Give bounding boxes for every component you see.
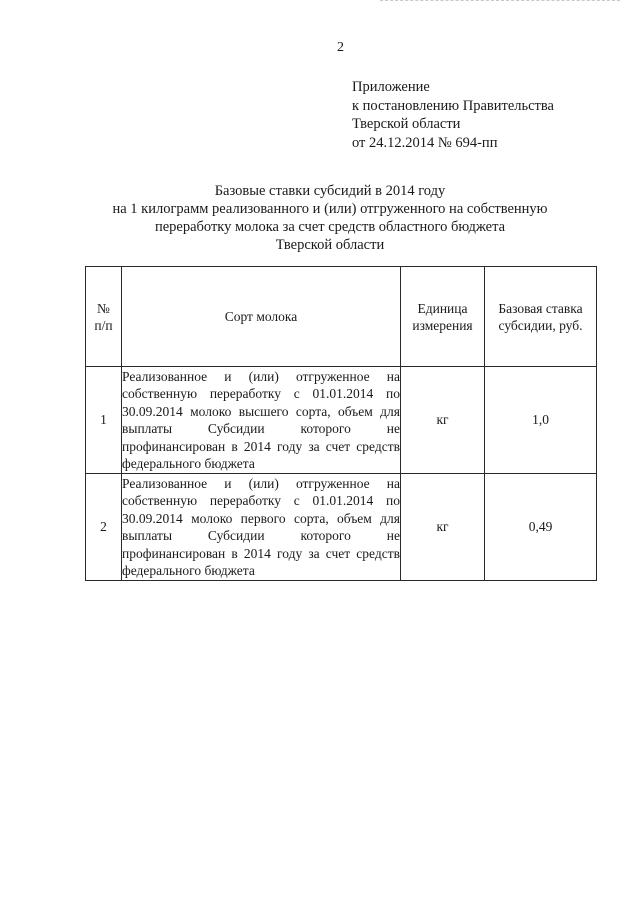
row-milk-grade: Реализованное и (или) отгруженное на собственную переработку с 01.01.2014 по 30.09.2014 молоко высшего сорта, объем для выплаты Субсидии которого не профинансирован в 2014 году за счет средств федерального бюджета <box>122 367 401 474</box>
row-number: 1 <box>86 367 122 474</box>
header-number: № п/п <box>86 267 122 367</box>
row-base-rate: 0,49 <box>485 474 597 581</box>
table-row <box>86 474 597 581</box>
row-unit: кг <box>401 367 485 474</box>
title-line: Базовые ставки субсидий в 2014 году <box>214 183 446 199</box>
header-base-rate: Базовая ставка субсидии, руб. <box>485 267 597 367</box>
title-line: на 1 килограмм реализованного и (или) отгруженного на собственную <box>112 201 548 217</box>
page-number: 2 <box>337 40 344 55</box>
row-unit: кг <box>401 474 485 581</box>
subsidy-rates-table <box>85 266 597 581</box>
header-milk-grade: Сорт молока <box>122 267 401 367</box>
appendix-line: Тверской области <box>352 116 461 132</box>
document-title <box>80 182 580 254</box>
row-milk-grade: Реализованное и (или) отгруженное на собственную переработку с 01.01.2014 по 30.09.2014 молоко первого сорта, объем для выплаты Субсидии которого не профинансирован в 2014 году за счет средств федерального бюджета <box>122 474 401 581</box>
row-number: 2 <box>86 474 122 581</box>
scan-top-edge <box>380 0 620 3</box>
appendix-line: к постановлению Правительства <box>352 97 554 114</box>
appendix-line: от 24.12.2014 № 694-пп <box>352 134 498 151</box>
title-line: переработку молока за счет средств областного бюджета <box>154 219 506 235</box>
appendix-block <box>352 78 554 152</box>
appendix-line: Приложение <box>352 79 430 95</box>
table-row <box>86 367 597 474</box>
table-header-row <box>86 267 597 367</box>
title-line: Тверской области <box>275 237 385 253</box>
header-unit: Единица измерения <box>401 267 485 367</box>
row-base-rate: 1,0 <box>485 367 597 474</box>
